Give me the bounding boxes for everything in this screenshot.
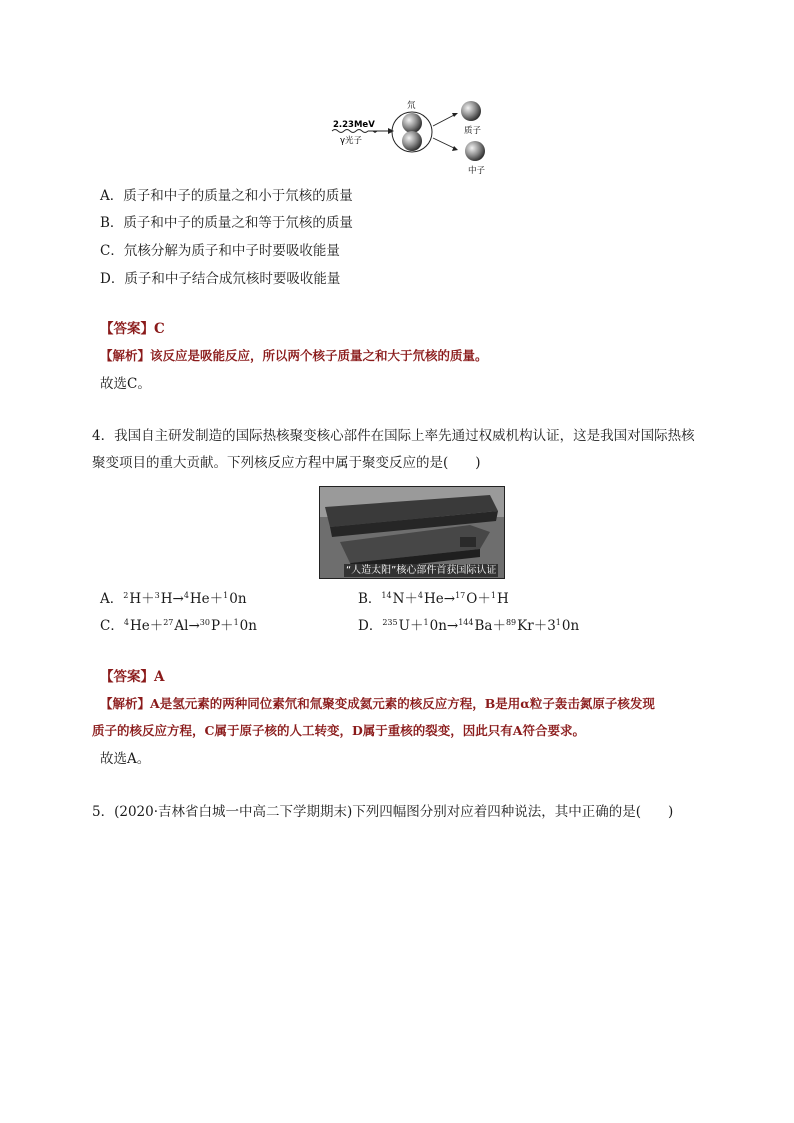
q3-answer-value: C <box>154 321 165 337</box>
mass-number: 1 <box>423 618 429 627</box>
q4-option-b-label: B． <box>358 591 382 607</box>
symbol: H→ <box>160 591 184 607</box>
mass-number: 89 <box>505 618 517 627</box>
symbol: H＋ <box>129 591 155 607</box>
q4-option-d <box>358 617 579 635</box>
mass-number: 14 <box>381 591 392 600</box>
symbol: 0 <box>561 618 571 634</box>
deuteron-diagram <box>330 96 500 176</box>
q3-analysis-label: 【解析】 <box>100 348 151 363</box>
symbol: n→ <box>438 618 459 634</box>
proton-arrow <box>433 114 456 126</box>
q4-option-a <box>100 590 247 608</box>
q4-option-c-label: C． <box>100 618 124 634</box>
symbol: He＋ <box>129 618 164 634</box>
symbol: n <box>237 591 247 607</box>
q3-answer-label: 【答案】 <box>100 321 154 337</box>
q3-option-b: B．质子和中子的质量之和等于氘核的质量 <box>100 215 353 231</box>
neutron-arrow <box>433 138 456 149</box>
neutron-label: 中子 <box>468 166 486 176</box>
mass-number: 1 <box>223 591 229 600</box>
mass-number: 1 <box>555 618 561 627</box>
q4-answer-label: 【答案】 <box>100 669 154 685</box>
symbol: Al→ <box>174 618 200 634</box>
neutron-arrow-tip <box>452 146 458 151</box>
q4-analysis-line1 <box>100 695 655 713</box>
q4-stem-line1: 4．我国自主研发制造的国际热核聚变核心部件在国际上率先通过权威机构认证，这是我国对国际热核 <box>92 428 695 444</box>
q4-option-b <box>358 590 509 608</box>
symbol: U＋ <box>398 618 424 634</box>
symbol: n <box>248 618 257 634</box>
deuteron-label: 氘 <box>407 101 416 111</box>
symbol: N＋ <box>392 591 418 607</box>
energy-label: 2.23MeV <box>333 120 375 130</box>
mass-number: 1 <box>490 591 496 600</box>
q3-answer <box>100 320 165 338</box>
mass-number: 2 <box>123 591 129 600</box>
symbol: 0 <box>229 591 238 607</box>
proton-ball <box>461 101 481 121</box>
proton-arrow-tip <box>452 113 458 117</box>
photon-label: γ光子 <box>340 136 363 146</box>
photo-caption: “人造太阳”核心部件首获国际认证 <box>346 565 497 576</box>
symbol: O＋ <box>466 591 491 607</box>
deuteron-proton-ball <box>402 113 422 133</box>
q4-analysis-label: 【解析】 <box>100 696 151 711</box>
q5-stem: 5．(2020·吉林省白城一中高二下学期期末)下列四幅图分别对应着四种说法，其中正确的是( ) <box>92 804 674 820</box>
q4-conclusion: 故选A。 <box>100 751 151 767</box>
symbol: H <box>496 591 509 607</box>
symbol: n <box>570 618 580 634</box>
q3-conclusion: 故选C。 <box>100 376 151 392</box>
q4-answer <box>100 668 164 686</box>
q4-stem-line2: 聚变项目的重大贡献。下列核反应方程中属于聚变反应的是( ) <box>92 455 481 471</box>
q4-option-d-label: D． <box>358 618 383 634</box>
symbol: P＋ <box>210 618 234 634</box>
q3-option-a: A．质子和中子的质量之和小于氘核的质量 <box>100 188 353 204</box>
symbol: 0 <box>239 618 249 634</box>
deuteron-neutron-ball <box>402 131 422 151</box>
q3-option-d: D．质子和中子结合成氘核时要吸收能量 <box>100 271 341 287</box>
mass-number: 27 <box>163 618 174 627</box>
mass-number: 1 <box>233 618 239 627</box>
mass-number: 235 <box>382 618 398 627</box>
mass-number: 144 <box>458 618 474 627</box>
symbol: He→ <box>424 591 456 607</box>
fusion-component-photo <box>319 486 505 579</box>
symbol: 0 <box>429 618 439 634</box>
mass-number: 17 <box>455 591 466 600</box>
q3-analysis-text: 该反应是吸能反应，所以两个核子质量之和大于氘核的质量。 <box>150 348 488 363</box>
q3-option-c: C．氘核分解为质子和中子时要吸收能量 <box>100 243 340 259</box>
q4-option-a-label: A． <box>100 591 124 607</box>
proton-label: 质子 <box>464 126 482 136</box>
mass-number: 30 <box>199 618 210 627</box>
photon-arrow-tip <box>388 128 394 134</box>
q3-analysis <box>100 347 488 365</box>
q4-analysis-line2: 质子的核反应方程，C属于原子核的人工转变，D属于重核的裂变，因此只有A符合要求。 <box>92 723 585 738</box>
mass-number: 4 <box>417 591 424 600</box>
q4-option-c <box>100 617 257 635</box>
symbol: Ba＋ <box>474 618 506 634</box>
mass-number: 4 <box>183 591 189 600</box>
q4-analysis-text1: A是氢元素的两种同位素氘和氚聚变成氦元素的核反应方程，B是用α粒子轰击氮原子核发现 <box>150 696 655 711</box>
symbol: Kr＋3 <box>517 618 556 634</box>
q4-answer-value: A <box>154 669 165 685</box>
mass-number: 4 <box>123 618 129 627</box>
symbol: He＋ <box>189 591 224 607</box>
mass-number: 3 <box>154 591 160 600</box>
neutron-ball <box>465 141 485 161</box>
